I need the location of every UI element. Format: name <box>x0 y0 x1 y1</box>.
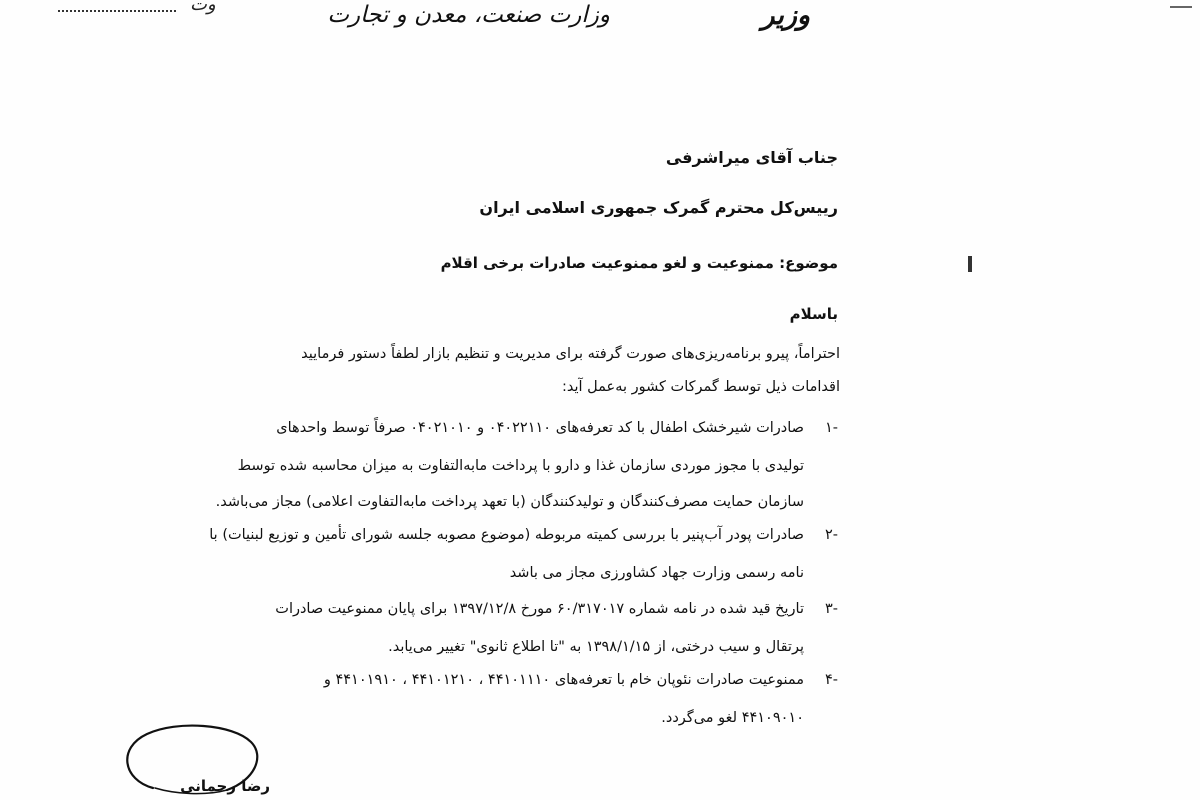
list-item <box>138 527 838 587</box>
item-line: تولیدی با مجوز موردی سازمان غذا و دارو با پرداخت مابه‌التفاوت به میزان محاسبه شده توسط <box>237 458 804 474</box>
intro-line: احتراماً، پیرو برنامه‌ریزی‌های صورت گرفته برای مدیریت و تنظیم بازار لطفاً دستور فرمایید <box>301 346 840 362</box>
margin-tick <box>968 256 972 272</box>
list-item <box>138 420 838 510</box>
subject-line: موضوع: ممنوعیت و لغو ممنوعیت صادرات برخی اقلام <box>440 254 838 272</box>
recipient-title: رییس‌کل محترم گمرک جمهوری اسلامی ایران <box>479 198 838 217</box>
item-number: -۱ <box>824 420 838 436</box>
item-line: نامه رسمی وزارت جهاد کشاورزی مجاز می باشد <box>509 565 804 581</box>
signatory-name: رضا رحمانی <box>180 777 270 795</box>
intro-line: اقدامات ذیل توسط گمرکات کشور به‌عمل آید: <box>562 379 840 395</box>
item-line: صادرات پودر آب‌پنیر با بررسی کمیته مربوطه (موضوع مصوبه جلسه شورای تأمین و توزیع لبنیات) با <box>209 527 804 543</box>
header-dotted-line <box>58 10 176 12</box>
item-line: ممنوعیت صادرات نئوپان خام با تعرفه‌های ۴۴۱۰۱۱۱۰ ، ۴۴۱۰۱۲۱۰ ، ۴۴۱۰۱۹۱۰ و <box>323 672 804 688</box>
item-line: سازمان حمایت مصرف‌کنندگان و تولیدکنندگان (با تعهد پرداخت مابه‌التفاوت اعلامی) مجاز می‌باشد. <box>215 494 804 510</box>
greeting: باسلام <box>789 305 838 323</box>
item-line: ۴۴۱۰۹۰۱۰ لغو می‌گردد. <box>661 710 804 726</box>
item-line: تاریخ قید شده در نامه شماره ۶۰/۳۱۷۰۱۷ مورخ ۱۳۹۷/۱۲/۸ برای پایان ممنوعیت صادرات <box>275 601 804 617</box>
ministry-name: وزارت صنعت، معدن و تجارت <box>327 2 610 28</box>
recipient-name: جناب آقای میراشرفی <box>665 148 838 167</box>
header-corner-text: وت <box>190 0 216 15</box>
list-item <box>138 601 838 661</box>
item-line: صادرات شیرخشک اطفال با کد تعرفه‌های ۰۴۰۲۲۱۱۰ و ۰۴۰۲۱۰۱۰ صرفاً توسط واحدهای <box>276 420 804 436</box>
minister-title: وزیر <box>761 0 810 31</box>
corner-mark <box>1170 0 1192 8</box>
item-number: -۲ <box>824 527 838 543</box>
item-number: -۳ <box>824 601 838 617</box>
item-line: پرتقال و سیب درختی، از ۱۳۹۸/۱/۱۵ به "تا اطلاع ثانوی" تغییر می‌یابد. <box>388 639 804 655</box>
item-number: -۴ <box>824 672 838 688</box>
